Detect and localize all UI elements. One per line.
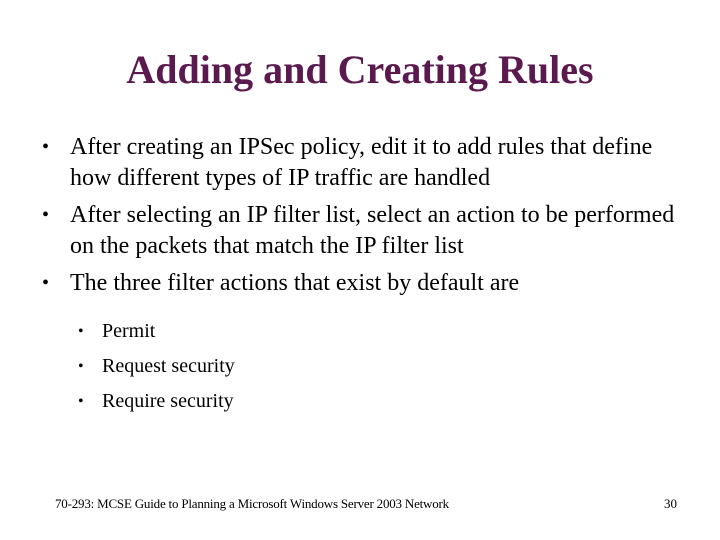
- bullet-item: [42, 200, 692, 262]
- sub-bullet-dot-icon: •: [78, 358, 84, 375]
- sub-bullet-item: [78, 353, 638, 380]
- slide-title: Adding and Creating Rules: [126, 47, 594, 92]
- sub-bullet-item: [78, 318, 638, 345]
- sub-bullet-text: Permit: [102, 320, 156, 342]
- sub-bullet-text: Require security: [102, 390, 234, 412]
- bullet-dot-icon: •: [42, 272, 50, 294]
- sub-bullet-dot-icon: •: [78, 393, 84, 410]
- bullet-dot-icon: •: [42, 204, 50, 226]
- bullet-item: [42, 268, 692, 299]
- bullet-text: After creating an IPSec policy, edit it to add rules that define how different types of IP traffic are handled: [70, 134, 653, 191]
- sub-bullet-item: [78, 388, 638, 415]
- bullet-list: [42, 132, 692, 305]
- footer-course-title: 70-293: MCSE Guide to Planning a Microsoft Windows Server 2003 Network: [55, 496, 449, 511]
- footer-page-number: 30: [664, 496, 677, 511]
- sub-bullet-text: Request security: [102, 355, 235, 377]
- bullet-item: [42, 132, 692, 194]
- sub-bullet-list: [78, 318, 638, 423]
- bullet-dot-icon: •: [42, 136, 50, 158]
- bullet-text: The three filter actions that exist by default are: [70, 270, 520, 296]
- bullet-text: After selecting an IP filter list, select an action to be performed on the packets that match the IP filter list: [70, 202, 675, 259]
- sub-bullet-dot-icon: •: [78, 323, 84, 340]
